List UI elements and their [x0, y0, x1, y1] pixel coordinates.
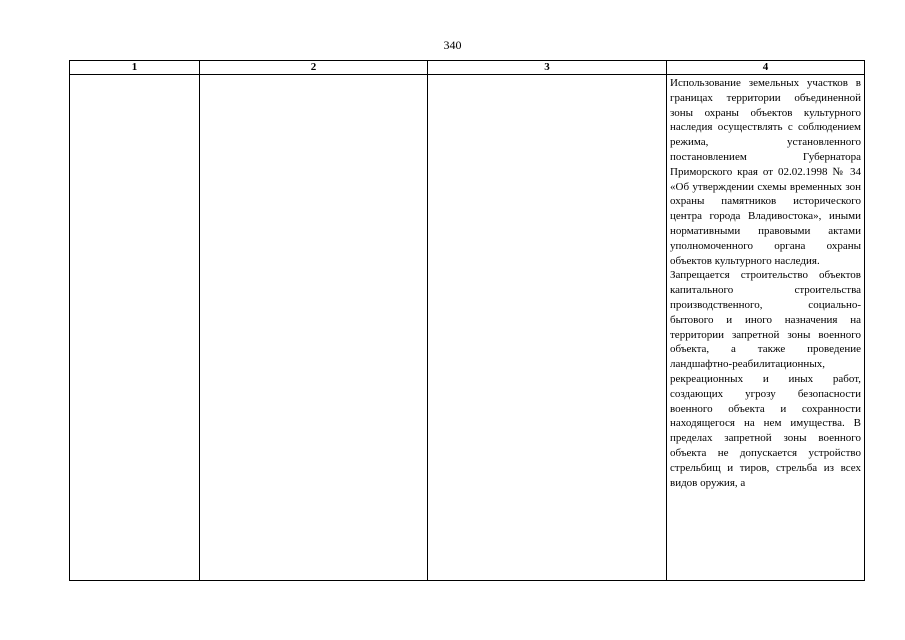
table-cell-col1 — [70, 75, 200, 581]
cell-text-col4 — [667, 75, 864, 490]
page-number: 340 — [443, 38, 462, 52]
column-header-2: 2 — [200, 61, 428, 75]
column-header-3: 3 — [428, 61, 667, 75]
table-cell-col3 — [428, 75, 667, 581]
table-cell-col4 — [667, 75, 865, 581]
table-header-row — [70, 61, 865, 75]
column-header-4: 4 — [667, 61, 865, 75]
column-header-1: 1 — [70, 61, 200, 75]
table-row — [70, 75, 865, 581]
paragraph-land-use: Использование земельных участков в границах территории объединенной зоны охраны объектов культурного наследия осуществлять с соблюдением режима, установленного постановлением Губернатора Приморского края от 02.02.1998 № 34 «Об утверждении схемы временных зон охраны памятников исторического центра города Владивостока», иными нормативными правовыми актами уполномоченного органа охраны объектов культурного наследия. — [670, 77, 861, 267]
paragraph-restricted-zone: Запрещается строительство объектов капитального строительства производственного, социально-бытового и иного назначения на территории запретной зоны военного объекта, а также проведение ландшафтно-реабилитационных, рекреационных и иных работ, создающих угрозу безопасности военного объекта и сохранности находящегося на нем имущества. В пределах запретной зоны военного объекта не допускается устройство стрельбищ и тиров, стрельба из всех видов оружия, а — [670, 269, 861, 489]
table-cell-col2 — [200, 75, 428, 581]
regulation-table — [69, 60, 865, 581]
